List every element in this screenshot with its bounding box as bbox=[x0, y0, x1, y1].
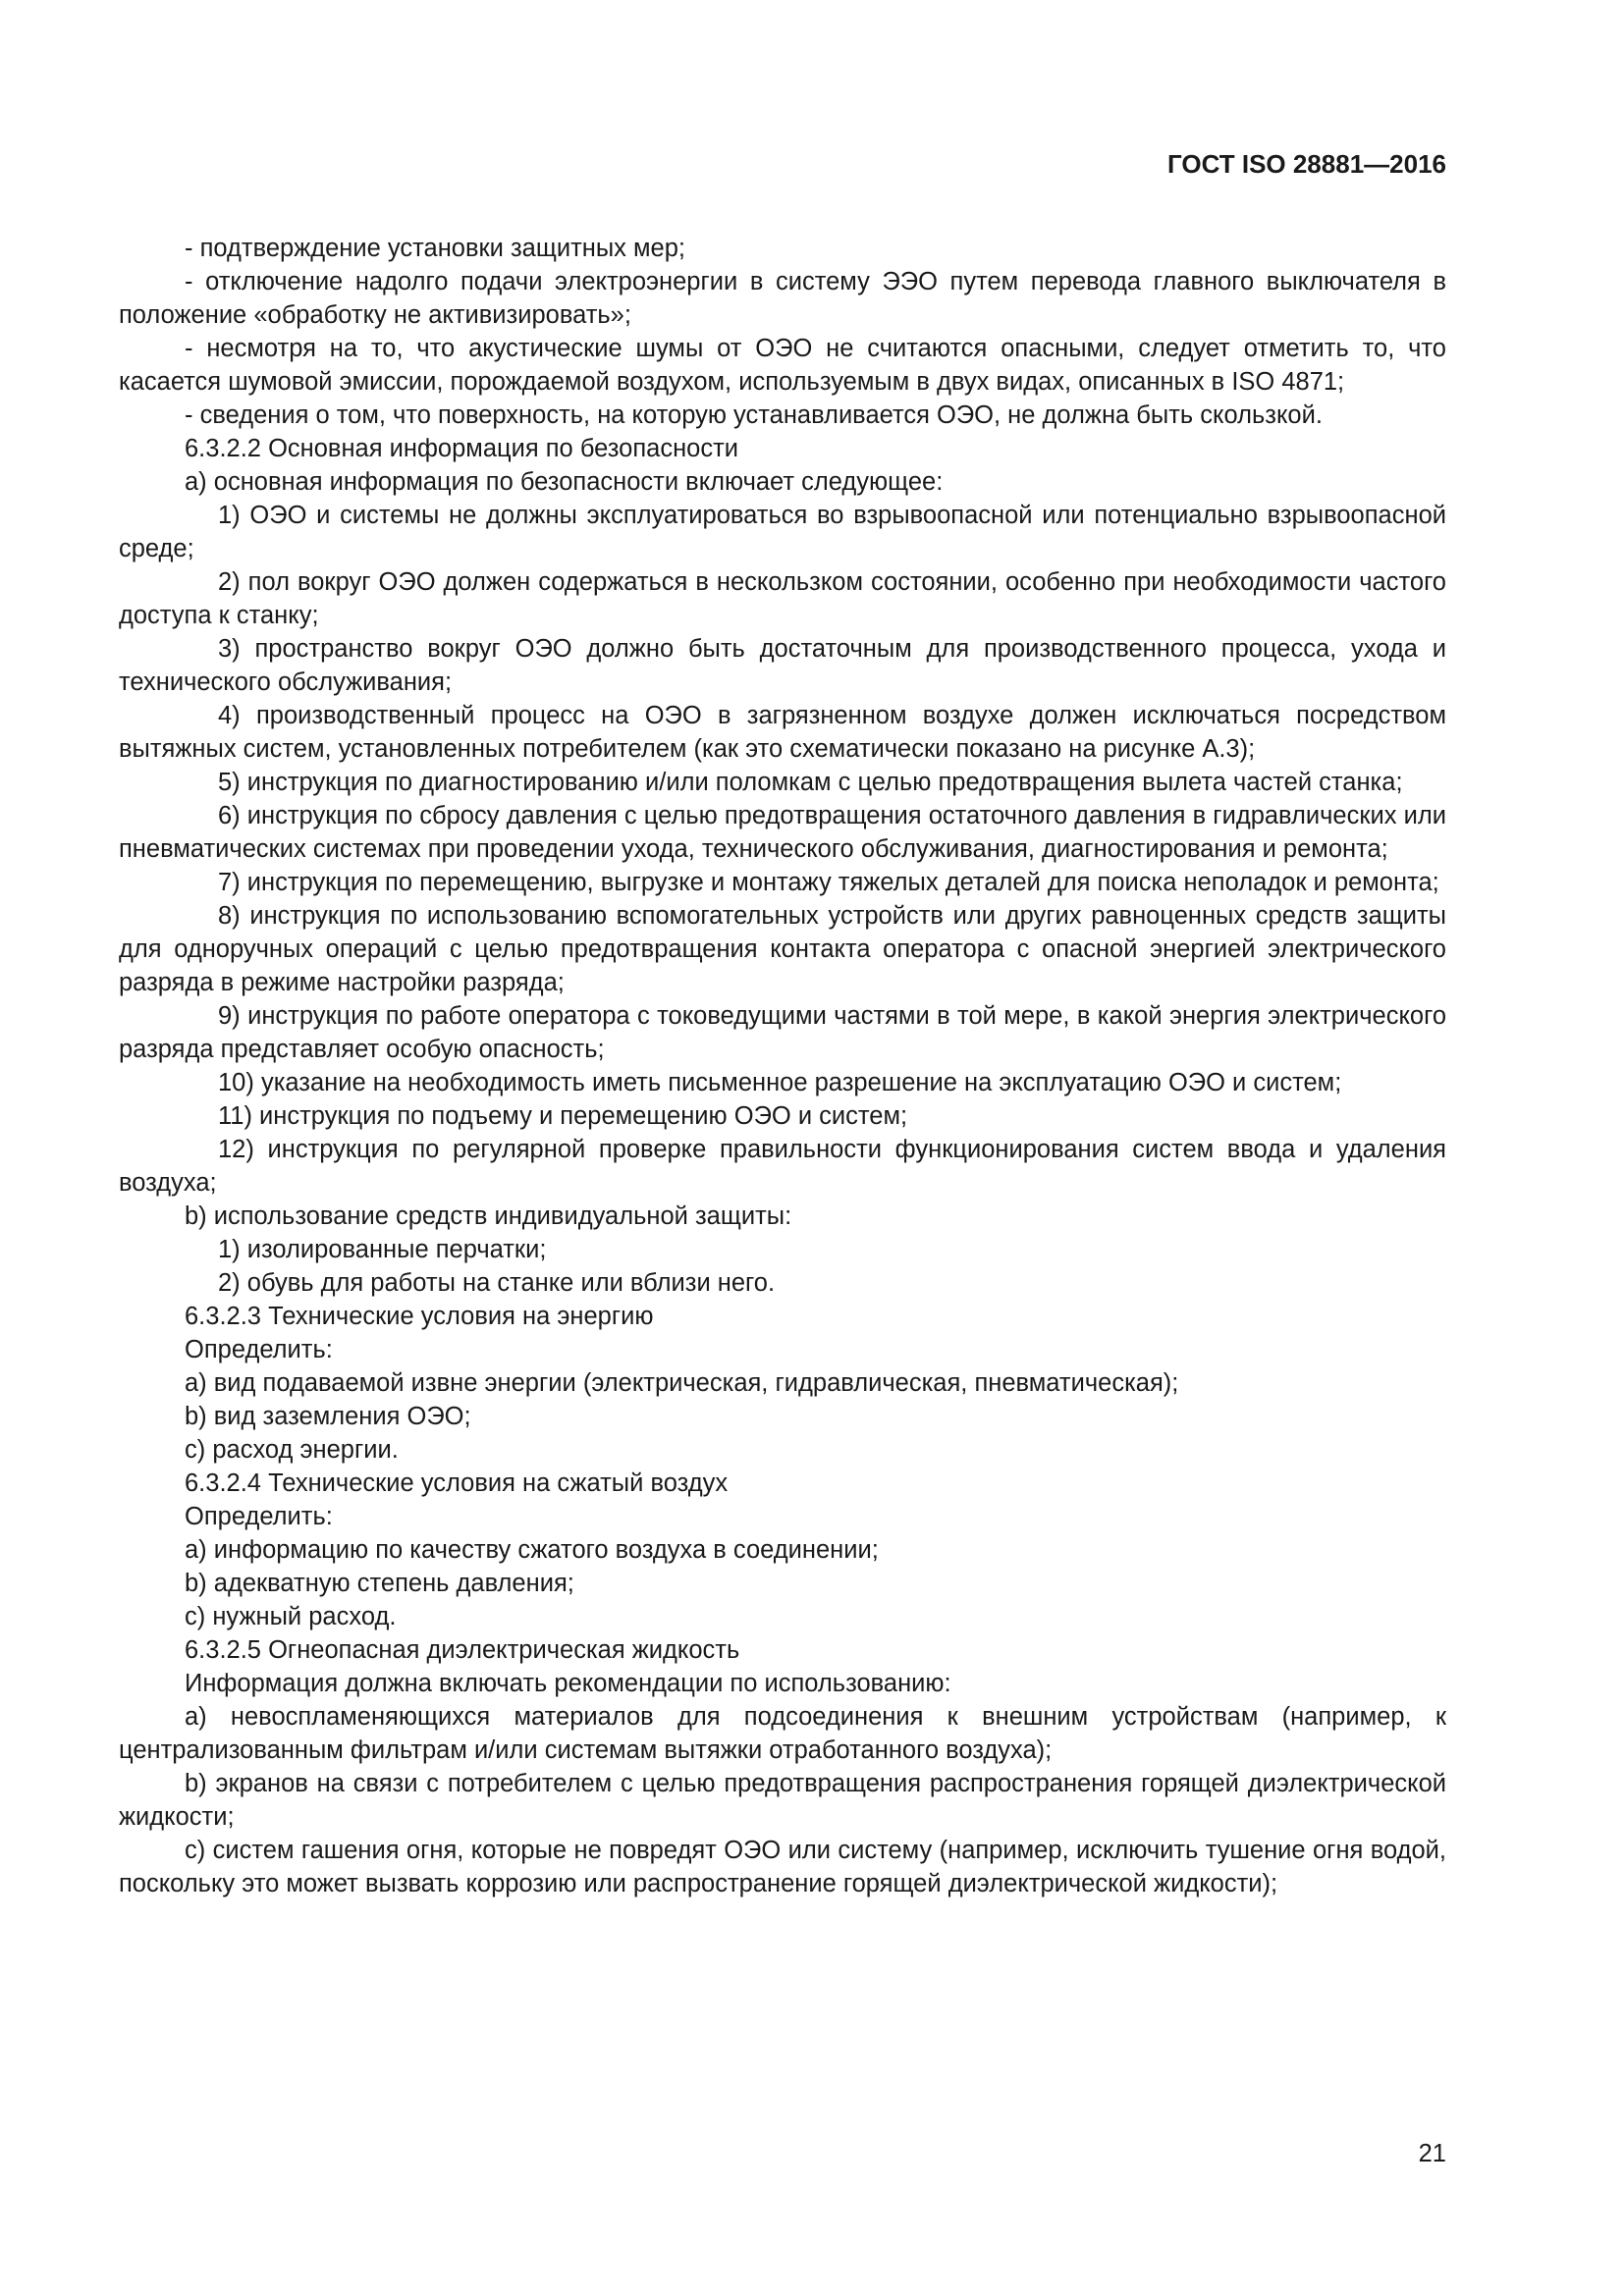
list-item: a) вид подаваемой извне энергии (электрическая, гидравлическая, пневматическая); bbox=[185, 1369, 1179, 1397]
paragraph: - несмотря на то, что акустические шумы от ОЭО не считаются опасными, следует отметить то, что касается шумовой эмиссии, порождаемой воздухом, используемым в двух видах, описанных в ISO 4871; bbox=[119, 335, 1446, 396]
list-item: c) нужный расход. bbox=[185, 1603, 397, 1630]
list-item: 2) обувь для работы на станке или вблизи него. bbox=[218, 1269, 776, 1297]
section-heading: 6.3.2.3 Технические условия на энергию bbox=[185, 1303, 654, 1330]
list-item: c) расход энергии. bbox=[185, 1436, 399, 1464]
list-item: 9) инструкция по работе оператора с токоведущими частями в той мере, в какой энергия электрического разряда представляет особую опасность; bbox=[119, 1002, 1446, 1063]
list-item: 3) пространство вокруг ОЭО должно быть достаточным для производственного процесса, ухода и технического обслуживания; bbox=[119, 635, 1446, 696]
list-item: 5) инструкция по диагностированию и/или поломкам с целью предотвращения вылета частей станка; bbox=[218, 769, 1403, 796]
paragraph: - сведения о том, что поверхность, на которую устанавливается ОЭО, не должна быть скользкой. bbox=[185, 401, 1323, 429]
list-item: b) вид заземления ОЭО; bbox=[185, 1403, 471, 1430]
list-item: c) систем гашения огня, которые не повредят ОЭО или систему (например, исключить тушение огня водой, поскольку это может вызвать коррозию или распространение горящей диэлектрической жидкости); bbox=[119, 1837, 1446, 1897]
list-item: 11) инструкция по подъему и перемещению ОЭО и систем; bbox=[218, 1102, 908, 1130]
list-item: b) адекватную степень давления; bbox=[185, 1570, 574, 1597]
paragraph: Определить: bbox=[185, 1503, 333, 1530]
list-item: 4) производственный процесс на ОЭО в загрязненном воздухе должен исключаться посредством вытяжных систем, установленных потребителем (как это схематически показано на рисунке А.3); bbox=[119, 702, 1446, 763]
section-heading: 6.3.2.5 Огнеопасная диэлектрическая жидкость bbox=[185, 1636, 740, 1664]
paragraph: a) основная информация по безопасности включает следующее: bbox=[185, 468, 944, 496]
list-item: 6) инструкция по сбросу давления с целью предотвращения остаточного давления в гидравлических или пневматических системах при проведении ухода, технического обслуживания, диагностирования и ремонта; bbox=[119, 802, 1446, 863]
list-item: 1) изолированные перчатки; bbox=[218, 1236, 547, 1263]
list-item: 10) указание на необходимость иметь письменное разрешение на эксплуатацию ОЭО и систем; bbox=[218, 1069, 1342, 1096]
list-item: 7) инструкция по перемещению, выгрузке и монтажу тяжелых деталей для поиска неполадок и ремонта; bbox=[218, 869, 1439, 896]
list-item: 2) пол вокруг ОЭО должен содержаться в нескользком состоянии, особенно при необходимости частого доступа к станку; bbox=[119, 568, 1446, 629]
paragraph: - подтверждение установки защитных мер; bbox=[185, 235, 685, 262]
paragraph: - отключение надолго подачи электроэнергии в систему ЭЭО путем перевода главного выключателя в положение «обработку не активизировать»; bbox=[119, 268, 1446, 329]
document-body bbox=[119, 232, 1446, 1900]
list-item: a) невоспламеняющихся материалов для подсоединения к внешним устройствам (например, к централизованным фильтрам и/или системам вытяжки отработанного воздуха); bbox=[119, 1703, 1446, 1764]
paragraph: Определить: bbox=[185, 1336, 333, 1363]
section-heading: 6.3.2.2 Основная информация по безопасности bbox=[185, 435, 739, 462]
section-heading: 6.3.2.4 Технические условия на сжатый воздух bbox=[185, 1469, 729, 1497]
document-header: ГОСТ ISO 28881—2016 bbox=[1166, 149, 1446, 179]
paragraph: b) использование средств индивидуальной защиты: bbox=[185, 1202, 792, 1230]
list-item: 1) ОЭО и системы не должны эксплуатироваться во взрывоопасной или потенциально взрывоопасной среде; bbox=[119, 502, 1446, 562]
paragraph: Информация должна включать рекомендации по использованию: bbox=[185, 1670, 951, 1697]
list-item: 8) инструкция по использованию вспомогательных устройств или других равноценных средств защиты для одноручных операций с целью предотвращения контакта оператора с опасной энергией электрического разряда в режиме настройки разряда; bbox=[119, 902, 1446, 996]
list-item: 12) инструкция по регулярной проверке правильности функционирования систем ввода и удаления воздуха; bbox=[119, 1136, 1446, 1197]
list-item: a) информацию по качеству сжатого воздуха в соединении; bbox=[185, 1536, 879, 1564]
page-number: 21 bbox=[1418, 2140, 1446, 2167]
list-item: b) экранов на связи с потребителем с целью предотвращения распространения горящей диэлектрической жидкости; bbox=[119, 1770, 1446, 1831]
